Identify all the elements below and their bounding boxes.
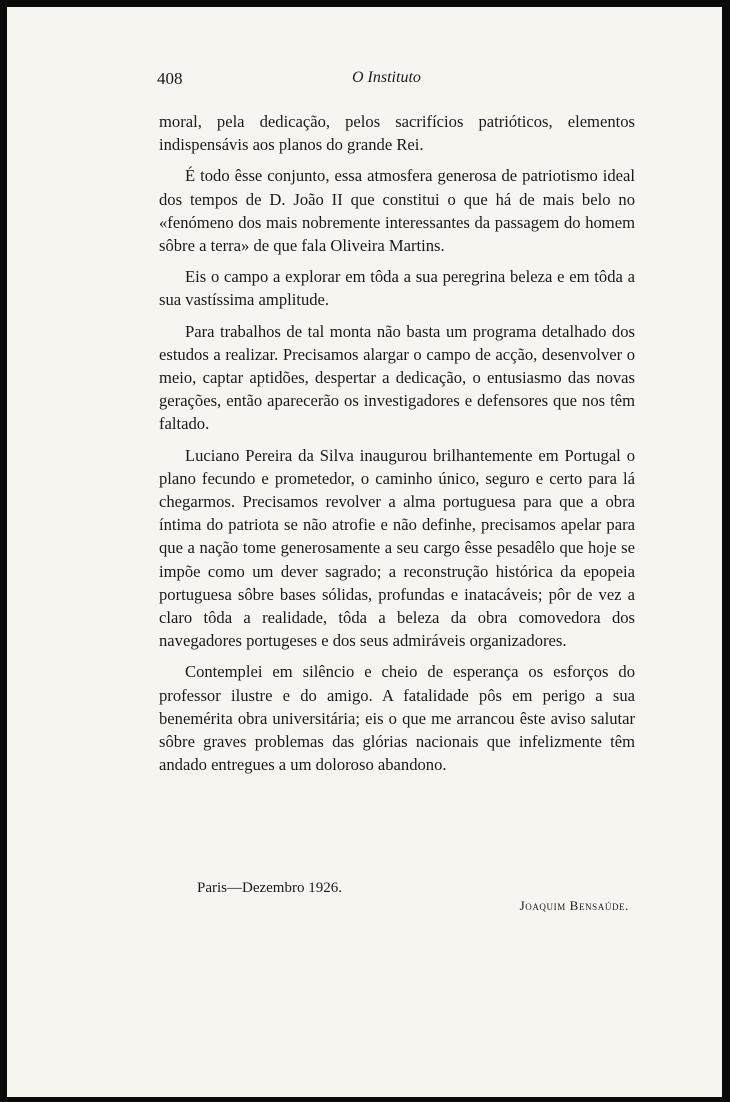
closing bbox=[197, 880, 637, 930]
paragraph: Para trabalhos de tal monta não basta um programa detalhado dos estudos a realizar. Precisamos alargar o campo de acção, desenvolver o meio, captar aptidões, despertar a dedicação, o entusiasmo das novas gerações, então aparecerão os investigadores e defensores que nos têm faltado. bbox=[159, 321, 635, 434]
paragraph-continuation: moral, pela dedicação, pelos sacrifícios patrióticos, elementos indispensávis aos planos do grande Rei. bbox=[159, 112, 635, 155]
paragraph: Contemplei em silêncio e cheio de esperança os esforços do professor ilustre e do amigo. A fatalidade pôs em perigo a sua benemérita obra universitária; eis o que me arrancou êste aviso salutar sôbre graves problemas das glórias nacionais que infelizmente têm andado entregues a um doloroso abandono. bbox=[159, 662, 635, 775]
running-title: O Instituto bbox=[352, 69, 421, 86]
paragraph: Luciano Pereira da Silva inaugurou brilhantemente em Portugal o plano fecundo e prometedor, o caminho único, seguro e certo para lá chegarmos. Precisamos revolver a alma portuguesa para que a obra íntima do patriota se não atrofie e não definhe, precisamos apelar para que a nação tome generosamente a seu cargo êsse pesadêlo que hoje se impõe como um dever sagrado; a reconstrução histórica da epopeia portuguesa sôbre bases sólidas, profundas e inatacáveis; pôr de vez a claro tôda a realidade, tôda a beleza da obra comovedora dos navegadores portugeses e dos seus admiráveis organizadores. bbox=[159, 445, 635, 651]
page bbox=[7, 7, 722, 1097]
page-number: 408 bbox=[157, 69, 183, 88]
date-line: Paris—Dezembro 1926. bbox=[197, 880, 342, 896]
paragraph: Eis o campo a explorar em tôda a sua peregrina beleza e em tôda a sua vastíssima amplitude. bbox=[159, 267, 635, 310]
paragraph: É todo êsse conjunto, essa atmosfera generosa de patriotismo ideal dos tempos de D. João II que constitui o que há de mais belo no «fenómeno dos mais nobremente interessantes da passagem do homem sôbre a terra» de que fala Oliveira Martins. bbox=[159, 166, 635, 256]
body-text bbox=[159, 110, 635, 784]
author-signature: Joaquim Bensaúde. bbox=[519, 898, 629, 913]
page-header bbox=[157, 69, 637, 95]
